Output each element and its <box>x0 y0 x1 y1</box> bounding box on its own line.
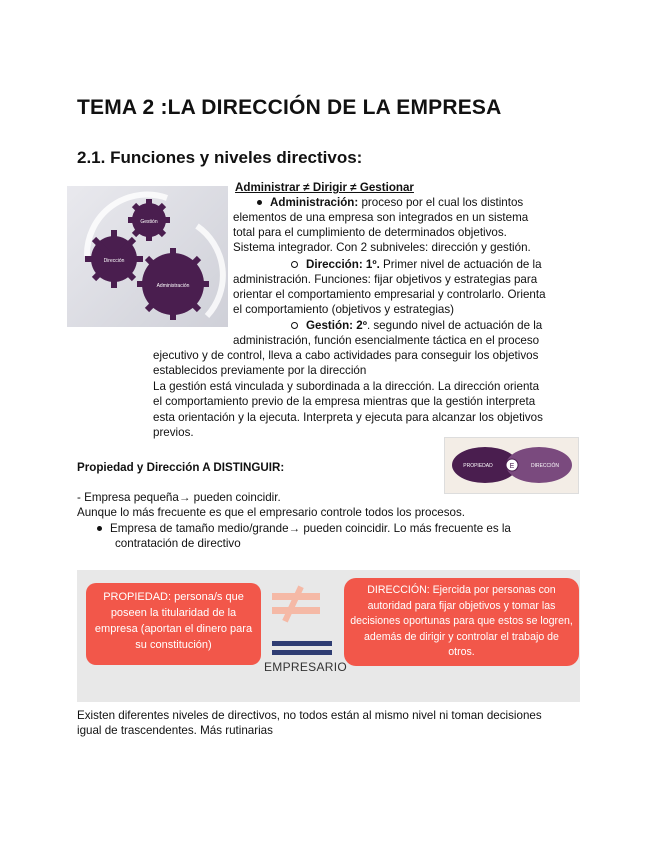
propiedad-box: PROPIEDAD: persona/s que poseen la titularidad de la empresa (aportan el dinero para su constitución) <box>86 583 261 665</box>
admin-line-4: Sistema integrador. Con 2 subniveles: dirección y gestión. <box>233 241 531 254</box>
gestion-line-5: La gestión está vinculada y subordinada a la dirección. La dirección orienta <box>153 380 540 393</box>
gear-label-direccion: Dirección <box>103 258 125 264</box>
footer-line-2: igual de trascendentes. Más rutinarias <box>77 724 273 737</box>
direccion-line-1: Dirección: 1º. Primer nivel de actuación de la <box>291 257 542 273</box>
propiedad-heading: Propiedad y Dirección A DISTINGUIR: <box>77 461 285 474</box>
gestion-line-6: el comportamiento previo de la empresa mientras que la gestión interpreta <box>153 395 536 408</box>
direccion-line-3: orientar el comportamiento empresarial y controlarlo. Orienta <box>233 288 546 301</box>
empresario-label: EMPRESARIO <box>264 660 348 674</box>
gestion-line-4: establecidos previamente por la dirección <box>153 364 367 377</box>
venn-label-right: DIRECCIÓN <box>530 463 560 469</box>
admin-line-2: elementos de una empresa son integrados en un sistema <box>233 211 529 224</box>
admin-line-3: total para el cumplimiento de determinados objetivos. <box>233 226 507 239</box>
not-equal-bar <box>272 607 320 614</box>
direccion-line-2: administración. Funciones: fijar objetivos y estrategias para <box>233 273 538 286</box>
bullet-icon <box>97 526 102 531</box>
gears-icon <box>67 186 228 327</box>
gear-label-gestion: Gestión <box>140 219 158 225</box>
page-title: TEMA 2 :LA DIRECCIÓN DE LA EMPRESA <box>77 96 502 119</box>
medio-line-2: contratación de directivo <box>115 537 241 550</box>
gestion-line-7: esta orientación y la ejecuta. Interpreta y ejecuta para alcanzar los objetivos <box>153 411 543 424</box>
medio-line-1: Empresa de tamaño medio/grande→ pueden coincidir. Lo más frecuente es la <box>97 521 511 537</box>
small-line-2: Aunque lo más frecuente es que el empresario controle todos los procesos. <box>77 506 465 519</box>
gestion-line-3: ejecutivo y de control, lleva a cabo actividades para conseguir los objetivos <box>153 349 539 362</box>
footer-line-1: Existen diferentes niveles de directivos, no todos están al mismo nivel ni toman decisiones <box>77 709 542 722</box>
equal-icon <box>272 641 332 646</box>
gears-image <box>67 186 228 327</box>
venn-label-left: PROPIEDAD <box>463 463 493 469</box>
gear-label-administracion: Administración <box>156 283 190 289</box>
gestion-line-8: previos. <box>153 426 194 439</box>
heading-line: Administrar ≠ Dirigir ≠ Gestionar <box>235 181 414 194</box>
admin-line-1: Administración: proceso por el cual los distintos <box>257 195 523 211</box>
propiedad-direccion-banner <box>77 570 580 702</box>
equal-bar <box>272 650 332 655</box>
gestion-line-2: administración, función esencialmente táctica en el proceso <box>233 334 540 347</box>
small-line-1: - Empresa pequeña→ pueden coincidir. <box>77 491 281 504</box>
direccion-line-4: el comportamiento (objetivos y estrategias) <box>233 303 455 316</box>
propiedad-direccion-image <box>444 437 579 494</box>
not-equal-slash <box>282 586 303 623</box>
circle-bullet-icon <box>291 261 298 268</box>
circle-bullet-icon <box>291 322 298 329</box>
venn-label-mid: E <box>509 463 515 470</box>
direccion-box: DIRECCIÓN: Ejercida por personas con autoridad para fijar objetivos y tomar las decisiones oportunas para que estos se logren, además de dirigir y controlar el trabajo de otros. <box>344 578 579 666</box>
gestion-line-1: Gestión: 2º. segundo nivel de actuación de la <box>291 318 542 334</box>
bullet-icon <box>257 200 262 205</box>
section-subtitle: 2.1. Funciones y niveles directivos: <box>77 148 363 167</box>
venn-icon <box>445 438 578 493</box>
